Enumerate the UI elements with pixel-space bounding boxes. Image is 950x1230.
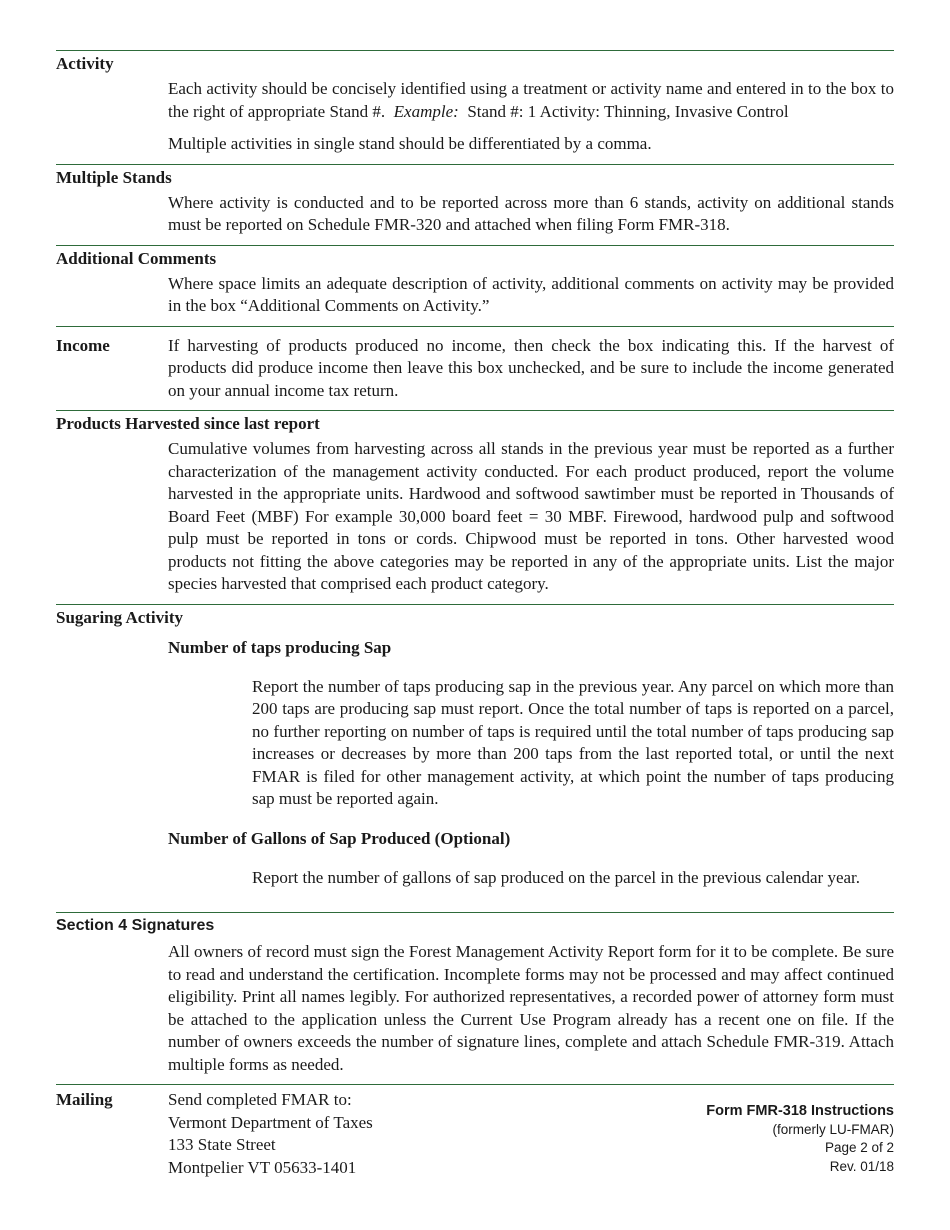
activity-body [168, 78, 894, 156]
signatures-body: All owners of record must sign the Forest Management Activity Report form for it to be complete. Be sure to read and understand the certification. Incomplete forms may not be processed and may affect continued eligibility. Print all names legibly. For authorized representatives, a recorded power of attorney form must be attached to the application unless the Current Use Program already has a recent one on file. If the number of owners exceeds the number of signature lines, complete and attach Schedule FMR-319. Attach multiple forms as needed. [168, 942, 894, 1074]
additional-comments-heading: Additional Comments [56, 248, 217, 268]
mailing-intro: Send completed FMAR to: [168, 1090, 352, 1109]
page-number: Page 2 of 2 [824, 1140, 894, 1155]
gallons-body: Report the number of gallons of sap produced on the parcel in the previous calendar year. [252, 867, 861, 887]
mailing-address-line-2: 133 State Street [168, 1135, 276, 1154]
mailing-heading: Mailing [56, 1090, 113, 1109]
gallons-heading: Number of Gallons of Sap Produced (Optional) [168, 828, 511, 848]
activity-paragraph-1: Each activity should be concisely identified using a treatment or activity name and entered in to the box to the right of appropriate Stand #. Example: Stand #: 1 Activity: Thinning, Invasive Control [168, 79, 894, 121]
signatures-heading: Section 4 Signatures [56, 917, 215, 934]
additional-comments-section [56, 245, 894, 326]
revision-date: Rev. 01/18 [829, 1158, 894, 1174]
multiple-stands-body: Where activity is conducted and to be reported across more than 6 stands, activity on additional stands must be reported on Schedule FMR-320 and attached when filing Form FMR-318. [168, 192, 894, 234]
taps-body: Report the number of taps producing sap in the previous year. Any parcel on which more than 200 taps are producing sap must report. Once the total number of taps is reported on a parcel, no further reporting on number of taps is required until the total number of taps producing sap increases or decreases by more than 200 taps from the last reported total, or until the next FMAR is filed for other management activity, at which point the number of taps producing sap must be reported again. [252, 676, 894, 808]
mailing-address-line-1: Vermont Department of Taxes [168, 1112, 373, 1132]
form-name: Form FMR-318 Instructions [706, 1103, 894, 1119]
income-body: If harvesting of products produced no income, then check the box indicating this. If the harvest of products did produce income then leave this box unchecked, and be sure to include the income generated on your annual income tax return. [168, 335, 894, 400]
formerly-label: (formerly LU-FMAR) [772, 1121, 894, 1137]
products-harvested-body: Cumulative volumes from harvesting across all stands in the previous year must be reported as a further characterization of the management activity conducted. For each product produced, report the volume harvested in the appropriate units. Hardwood and softwood sawtimber must be reported in Thousands of Board Feet (MBF) For example 30,000 board feet = 30 MBF. Firewood, hardwood pulp and softwood pulp must be reported in tons or cords. Chipwood must be reported in tons. Other harvested wood products not fitting the above categories may be reported in any of the appropriate units. List the major species harvested that comprised each product category. [168, 439, 894, 593]
additional-comments-body: Where space limits an adequate description of activity, additional comments on activity may be provided in the box “Additional Comments on Activity.” [168, 273, 894, 315]
taps-heading: Number of taps producing Sap [168, 637, 392, 657]
income-section [56, 326, 894, 411]
activity-paragraph-2: Multiple activities in single stand should be differentiated by a comma. [168, 134, 652, 153]
activity-section [56, 50, 894, 164]
activity-heading: Activity [56, 54, 114, 73]
products-harvested-heading: Products Harvested since last report [56, 414, 320, 433]
multiple-stands-section [56, 164, 894, 245]
sugaring-heading: Sugaring Activity [56, 607, 184, 627]
products-harvested-section [56, 410, 894, 604]
sugaring-section [56, 604, 894, 913]
page-footer [706, 1102, 894, 1176]
signatures-section [56, 912, 894, 1084]
instructions-page [56, 50, 894, 1179]
multiple-stands-heading: Multiple Stands [56, 167, 172, 187]
mailing-address-line-3: Montpelier VT 05633-1401 [168, 1157, 357, 1177]
income-heading: Income [56, 335, 110, 355]
